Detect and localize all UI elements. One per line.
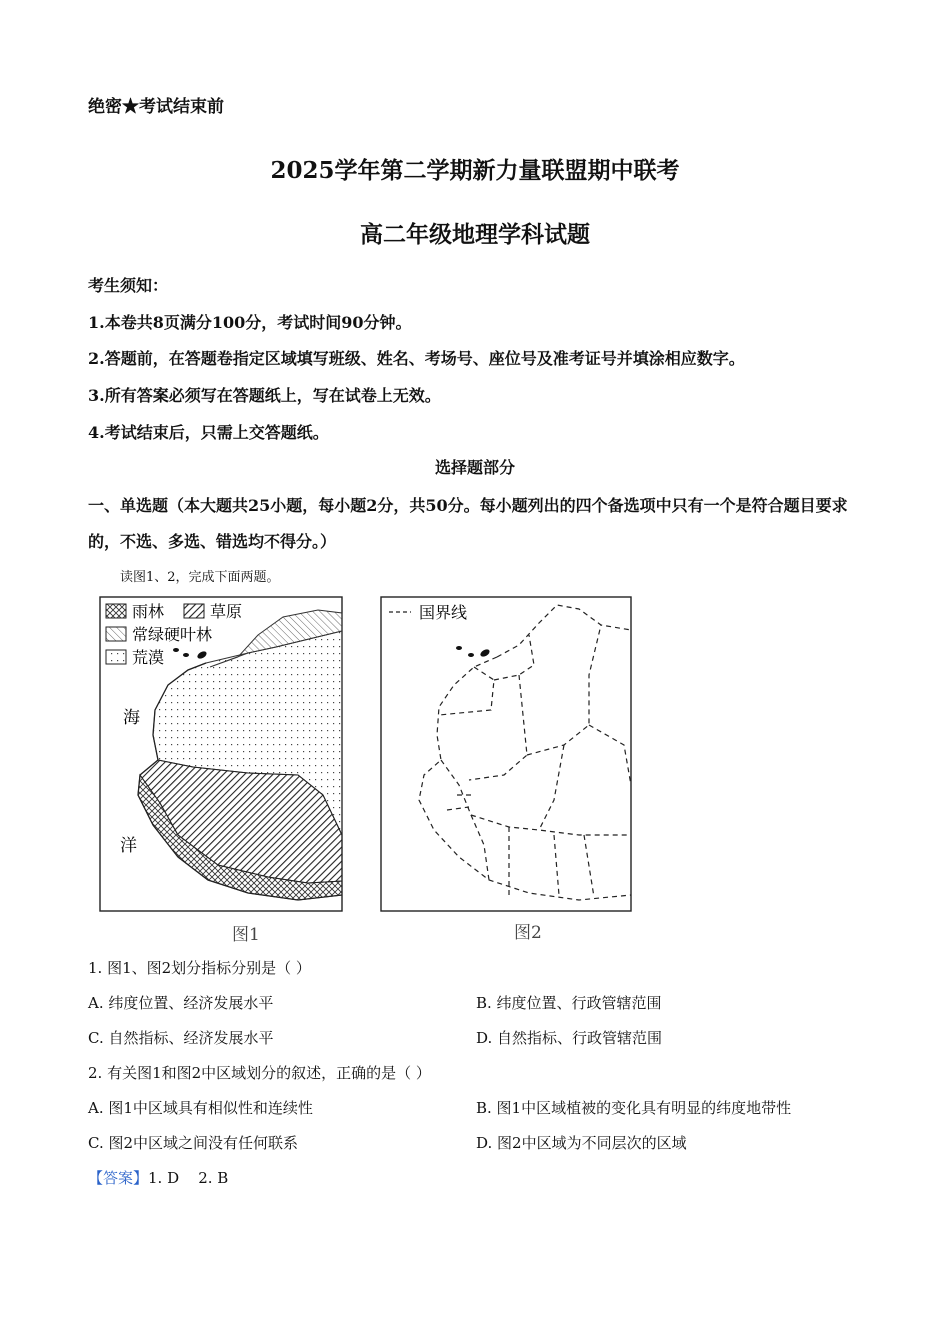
figure-1-vegetation-map [98, 595, 344, 915]
notice-item: 4.考试结束后，只需上交答题纸。 [88, 423, 329, 442]
exam-title: 2025学年第二学期新力量联盟期中联考 [270, 157, 680, 184]
question-1-option-c[interactable]: C. 自然指标、经济发展水平 [88, 1029, 274, 1047]
legend-label-rainforest: 雨林 [132, 602, 165, 621]
legend-swatch-sclerophyll [106, 627, 126, 641]
legend-swatch-desert [106, 650, 126, 664]
question-1-stem: 1. 图1、图2划分指标分别是（ ） [88, 959, 311, 977]
legend-label-grassland: 草原 [210, 602, 243, 621]
question-1-option-d[interactable]: D. 自然指标、行政管辖范围 [476, 1029, 663, 1047]
question-group-heading: 一、单选题（本大题共25小题，每小题2分，共50分。每小题列出的四个备选项中只有一个是符合题目要求的，不选、多选、错选均不得分。） [88, 496, 848, 551]
notice-item: 1.本卷共8页满分100分，考试时间90分钟。 [88, 313, 412, 332]
notice-item: 3.所有答案必须写在答题纸上，写在试卷上无效。 [88, 386, 441, 405]
question-2-option-b[interactable]: B. 图1中区域植被的变化具有明显的纬度地带性 [476, 1099, 792, 1117]
island-1 [173, 648, 179, 652]
exam-subtitle: 高二年级地理学科试题 [360, 221, 590, 248]
figure-2-caption: 图2 [514, 923, 542, 943]
legend-label-desert: 荒漠 [132, 648, 165, 667]
legend-swatch-grassland [184, 604, 204, 618]
section-title: 选择题部分 [434, 458, 515, 477]
ocean-label: 洋 [120, 836, 137, 856]
question-1-option-a[interactable]: A. 纬度位置、经济发展水平 [88, 994, 274, 1012]
figure-1-caption: 图1 [232, 925, 260, 945]
legend-swatch-rainforest [106, 604, 126, 618]
legend-label-sclerophyll: 常绿硬叶林 [132, 625, 213, 644]
answer-text: 1. D 2. B [148, 1169, 229, 1187]
answer-tag: 【答案】 [88, 1169, 149, 1187]
legend-label-border: 国界线 [419, 603, 468, 622]
notice-item: 2.答题前，在答题卷指定区域填写班级、姓名、考场号、座位号及准考证号并填涂相应数字。 [88, 349, 745, 368]
secret-label: 绝密★考试结束前 [88, 97, 224, 117]
question-2-stem: 2. 有关图1和图2中区域划分的叙述，正确的是（ ） [88, 1064, 431, 1082]
question-2-option-a[interactable]: A. 图1中区域具有相似性和连续性 [88, 1099, 313, 1117]
figure-2-border-map [379, 595, 633, 915]
question-2-option-c[interactable]: C. 图2中区域之间没有任何联系 [88, 1134, 299, 1152]
island-2 [468, 653, 474, 657]
island-1 [456, 646, 462, 650]
question-1-option-b[interactable]: B. 纬度位置、行政管辖范围 [476, 994, 662, 1012]
sea-label: 海 [123, 708, 140, 728]
answer-line [88, 1167, 228, 1188]
notice-heading: 考生须知： [88, 276, 169, 295]
question-2-option-d[interactable]: D. 图2中区域为不同层次的区域 [476, 1134, 687, 1152]
island-2 [183, 653, 189, 657]
reading-instruction: 读图1、2，完成下面两题。 [120, 570, 280, 585]
